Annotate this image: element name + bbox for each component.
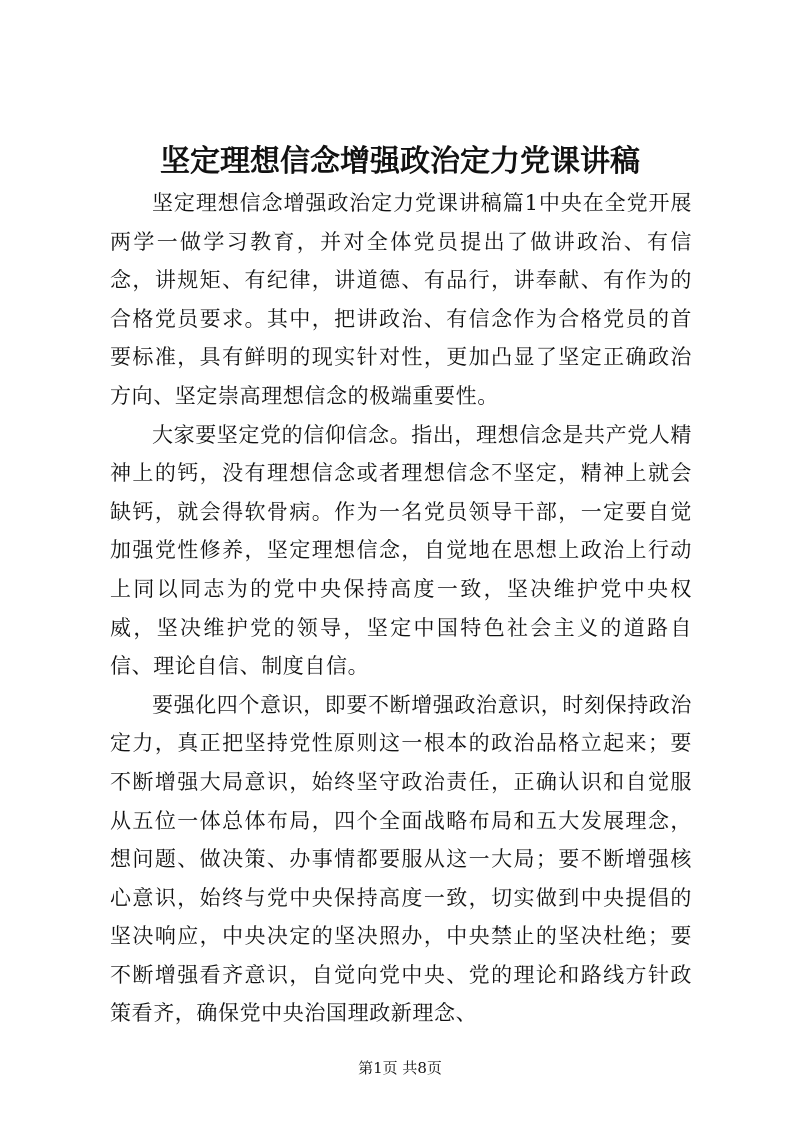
page-number-footer: 第1页 共8页 [358, 1059, 442, 1077]
paragraph-3: 要强化四个意识，即要不断增强政治意识，时刻保持政治定力，真正把坚持党性原则这一根本的政治品格立起来；要不断增强大局意识，始终坚守政治责任，正确认识和自觉服从五位一体总体布局，四个全面战略布局和五大发展理念，想问题、做决策、办事情都要服从这一大局；要不断增强核心意识，始终与党中央保持高度一致，切实做到中央提倡的坚决响应，中央决定的坚决照办，中央禁止的坚决杜绝；要不断增强看齐意识，自觉向党中央、党的理论和路线方针政策看齐，确保党中央治国理政新理念、 [110, 692, 692, 1026]
document-title: 坚定理想信念增强政治定力党课讲稿 [160, 144, 640, 179]
paragraph-2: 大家要坚定党的信仰信念。指出，理想信念是共产党人精神上的钙，没有理想信念或者理想信念不坚定，精神上就会缺钙，就会得软骨病。作为一名党员领导干部，一定要自觉加强党性修养，坚定理想信念，自觉地在思想上政治上行动上同以同志为的党中央保持高度一致，坚决维护党中央权威，坚决维护党的领导，坚定中国特色社会主义的道路自信、理论自信、制度自信。 [110, 422, 692, 679]
document-body [110, 184, 692, 1033]
paragraph-1: 坚定理想信念增强政治定力党课讲稿篇1中央在全党开展两学一做学习教育，并对全体党员提出了做讲政治、有信念，讲规矩、有纪律，讲道德、有品行，讲奉献、有作为的合格党员要求。其中，把讲政治、有信念作为合格党员的首要标准，具有鲜明的现实针对性，更加凸显了坚定正确政治方向、坚定崇高理想信念的极端重要性。 [110, 191, 692, 408]
